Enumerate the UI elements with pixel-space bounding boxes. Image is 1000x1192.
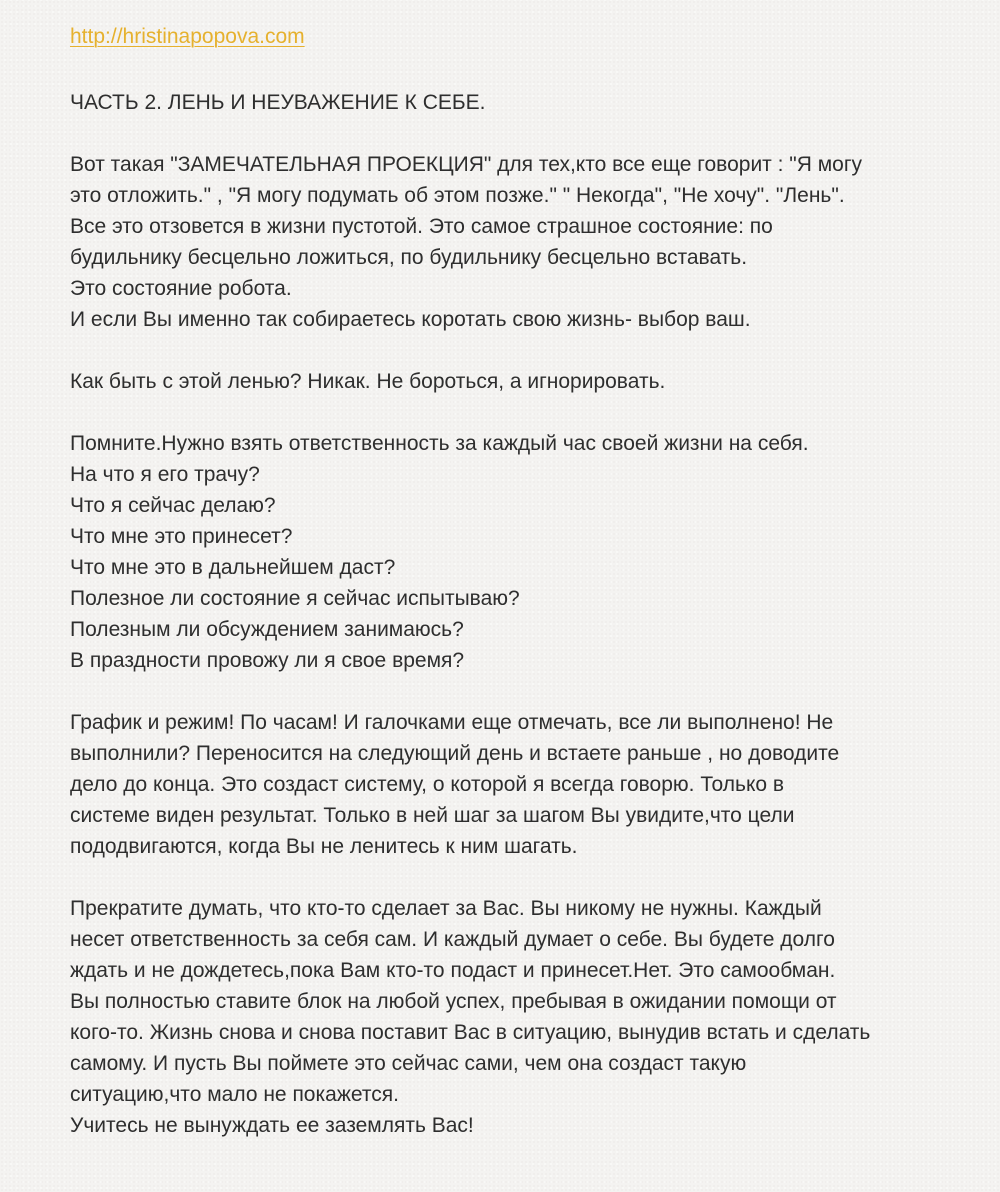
website-link[interactable]: http://hristinapopova.com [70, 25, 305, 48]
text-line: Что мне это принесет? [70, 525, 293, 548]
paragraph-gap [70, 118, 970, 149]
text-line: ждать и не дождетесь,пока Вам кто-то подаст и принесет.Нет. Это самообман. [70, 959, 836, 982]
document-body [70, 87, 970, 1141]
text-line: Что мне это в дальнейшем даст? [70, 556, 396, 579]
text-line: На что я его трачу? [70, 463, 260, 486]
paragraph-gap [70, 676, 970, 707]
text-line: будильнику бесцельно ложиться, по будильнику бесцельно вставать. [70, 246, 748, 269]
paragraph-4 [70, 707, 970, 862]
text-line: Вы полностью ставите блок на любой успех, пребывая в ожидании помощи от [70, 990, 837, 1013]
text-line: ситуацию,что мало не покажется. [70, 1083, 399, 1106]
text-line: Как быть с этой ленью? Никак. Не бороться, а игнорировать. [70, 370, 666, 393]
heading: ЧАСТЬ 2. ЛЕНЬ И НЕУВАЖЕНИЕ К СЕБЕ. [70, 91, 486, 114]
text-line: пододвигаются, когда Вы не ленитесь к ним шагать. [70, 835, 578, 858]
text-line: дело до конца. Это создаст систему, о которой я всегда говорю. Только в [70, 773, 785, 796]
paragraph-2 [70, 366, 970, 397]
text-line: График и режим! По часам! И галочками еще отмечать, все ли выполнено! Не [70, 711, 834, 734]
text-line: Прекратите думать, что кто-то сделает за Вас. Вы никому не нужны. Каждый [70, 897, 822, 920]
text-line: несет ответственность за себя сам. И каждый думает о себе. Вы будете долго [70, 928, 835, 951]
text-line: системе виден результат. Только в ней шаг за шагом Вы увидите,что цели [70, 804, 795, 827]
text-line: В праздности провожу ли я свое время? [70, 649, 465, 672]
paragraph-gap [70, 397, 970, 428]
paragraph-5 [70, 893, 970, 1141]
text-line: выполнили? Переносится на следующий день и встаете раньше , но доводите [70, 742, 840, 765]
text-line: Все это отзовется в жизни пустотой. Это самое страшное состояние: по [70, 215, 773, 238]
text-line: кого-то. Жизнь снова и снова поставит Вас в ситуацию, вынудив встать и сделать [70, 1021, 871, 1044]
text-line: И если Вы именно так собираетесь коротать свою жизнь- выбор ваш. [70, 308, 751, 331]
text-line: это отложить." , "Я могу подумать об этом позже." " Некогда", "Не хочу". "Лень". [70, 184, 845, 207]
text-line: Вот такая "ЗАМЕЧАТЕЛЬНАЯ ПРОЕКЦИЯ" для тех,кто все еще говорит : "Я могу [70, 153, 863, 176]
text-line: Это состояние робота. [70, 277, 292, 300]
text-line: Учитесь не вынуждать ее заземлять Вас! [70, 1114, 474, 1137]
paragraph-gap [70, 862, 970, 893]
text-line: Полезным ли обсуждением занимаюсь? [70, 618, 464, 641]
text-line: Что я сейчас делаю? [70, 494, 276, 517]
text-line: Помните.Нужно взять ответственность за каждый час своей жизни на себя. [70, 432, 809, 455]
paragraph-gap [70, 335, 970, 366]
paragraph-3 [70, 428, 970, 676]
text-line: Полезное ли состояние я сейчас испытываю? [70, 587, 520, 610]
text-line: самому. И пусть Вы поймете это сейчас сами, чем она создаст такую [70, 1052, 747, 1075]
paragraph-1 [70, 149, 970, 335]
